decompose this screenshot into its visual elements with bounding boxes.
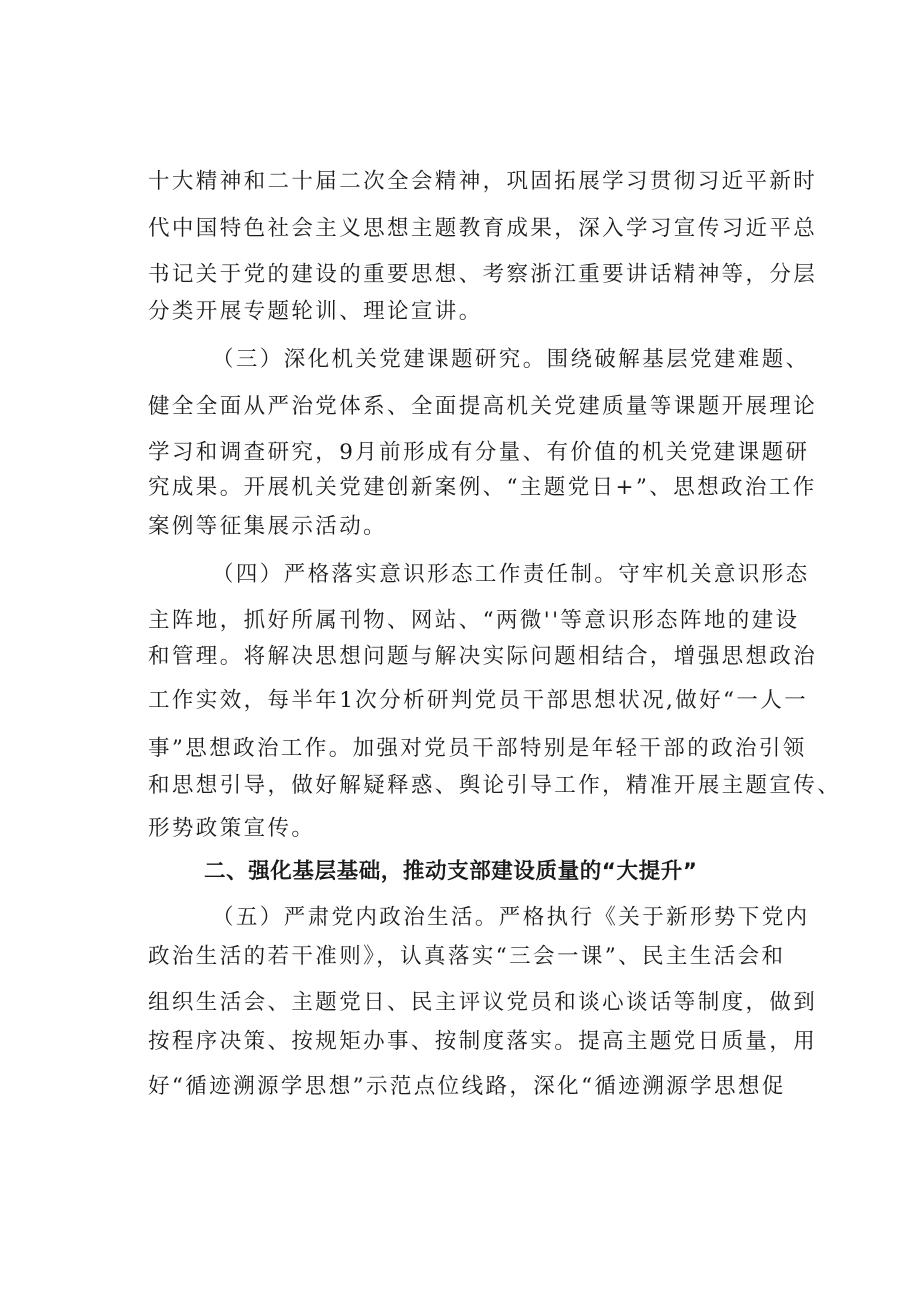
body-text-line: 组织生活会、主题党日、民主评议党员和谈心谈话等制度，做到 [148,990,818,1015]
body-text-line: 主阵地，抓好所属刊物、网站、“两微''等意识形态阵地的建设 [148,608,800,633]
body-text-line: 书记关于党的建设的重要思想、考察浙江重要讲话精神等，分层 [148,262,818,287]
body-text-line: 健全全面从严治党体系、全面提高机关党建质量等课题开展理论 [148,394,818,419]
body-text-line: 工作实效，每半年1次分析研判党员干部思想状况,做好“一人一 [148,688,809,713]
body-text-line: 和思想引导，做好解疑释惑、舆论引导工作，精准开展主题宣传、 [148,773,842,798]
body-text-line: 学习和调查研究，9月前形成有分量、有价值的机关党建课题研 [148,440,810,465]
body-text-line: 案例等征集展示活动。 [148,514,388,539]
body-text-line: 好“循迹溯源学思想”示范点位线路，深化“循迹溯源学思想促 [148,1074,786,1099]
body-text-line: 十大精神和二十届二次全会精神，巩固拓展学习贯彻习近平新时 [148,169,818,194]
body-text-line: 代中国特色社会主义思想主题教育成果，深入学习宣传习近平总 [148,216,818,241]
body-text-line: 分类开展专题轮训、理论宣讲。 [148,299,483,324]
body-text-line: 究成果。开展机关党建创新案例、“主题党日+”、思想政治工作 [148,475,817,500]
body-text-line: 事”思想政治工作。加强对党员干部特别是年轻干部的政治引领 [148,736,807,761]
section-four-heading-line: （四）严格落实意识形态工作责任制。守牢机关意识形态 [212,562,810,587]
body-text-line: 按程序决策、按规矩办事、按制度落实。提高主题党日质量，用 [148,1029,818,1054]
body-text-line: 和管理。将解决思想问题与解决实际问题相结合，增强思想政治 [148,644,818,669]
body-text-line: 形势政策宣传。 [148,816,316,841]
chapter-two-heading: 二、强化基层基础，推动支部建设质量的“大提升” [204,859,698,884]
body-text-line: 政治生活的若干准则》，认真落实“三会一课”、民主生活会和 [148,944,786,969]
section-three-heading-line: （三）深化机关党建课题研究。围绕破解基层党建难题、 [212,347,810,372]
section-five-heading-line: （五）严肃党内政治生活。严格执行《关于新形势下党内 [212,905,810,930]
